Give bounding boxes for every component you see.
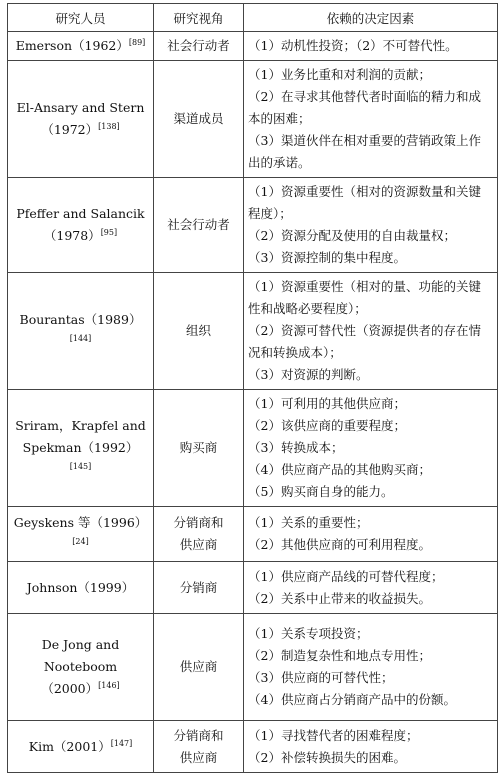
factor-item: （3）供应商的可替代性； bbox=[248, 670, 394, 685]
researcher-line: Johnson（1999） bbox=[26, 579, 135, 595]
perspective-line: 分销商和 bbox=[173, 727, 224, 743]
perspective-cell bbox=[154, 721, 244, 773]
researcher-line: El-Ansary and Stern bbox=[16, 100, 145, 115]
researcher-text bbox=[12, 736, 149, 758]
researcher-cell bbox=[8, 614, 154, 721]
factor-item: （2）关系中止带来的收益损失。 bbox=[248, 590, 431, 606]
header-perspective: 研究视角 bbox=[154, 4, 244, 32]
factor-item: （2）该供应商的重要程度； bbox=[248, 418, 406, 433]
perspective-line: 供应商 bbox=[179, 659, 218, 674]
table-row bbox=[8, 721, 498, 773]
researcher-line: （1978） bbox=[43, 228, 101, 243]
citation-ref: [138] bbox=[98, 121, 120, 131]
factor-item: （1）可利用的其他供应商； bbox=[248, 396, 406, 411]
researcher-line: （2000） bbox=[41, 681, 99, 696]
researcher-text bbox=[12, 634, 149, 678]
researcher-line: Emerson（1962） bbox=[15, 38, 129, 53]
table-row bbox=[8, 507, 498, 562]
table-row bbox=[8, 61, 498, 178]
factor-item: （3）对资源的判断。 bbox=[248, 367, 369, 382]
factor-item: （3）转换成本； bbox=[248, 440, 344, 455]
citation-ref: [95] bbox=[100, 227, 118, 237]
factor-item: （2）资源分配及使用的自由裁量权； bbox=[248, 228, 456, 243]
factor-item: （1）动机性投资；（2）不可替代性。 bbox=[248, 38, 458, 53]
table-row bbox=[8, 273, 498, 390]
perspective-line: 组织 bbox=[185, 323, 211, 338]
factors-cell bbox=[244, 390, 498, 507]
factors-cell bbox=[244, 178, 498, 273]
factor-item: （1）关系专项投资； bbox=[248, 626, 369, 641]
factors-cell bbox=[244, 721, 498, 773]
researcher-text bbox=[12, 225, 149, 247]
researcher-line: Spekman（1992） bbox=[22, 440, 139, 455]
factor-item: （5）购买商自身的能力。 bbox=[248, 484, 394, 499]
table-row bbox=[8, 32, 498, 61]
factor-item: （1）资源重要性（相对的量、功能的关键性和战略必要程度）； bbox=[248, 279, 481, 316]
researcher-text bbox=[12, 309, 149, 353]
researcher-text bbox=[12, 119, 149, 141]
perspective-cell bbox=[154, 562, 244, 614]
table-row bbox=[8, 178, 498, 273]
citation-ref: [89] bbox=[128, 37, 146, 47]
researcher-cell bbox=[8, 721, 154, 773]
citation-ref: [144] bbox=[69, 333, 92, 343]
perspective-cell bbox=[154, 61, 244, 178]
header-researcher: 研究人员 bbox=[8, 4, 154, 32]
factors-cell bbox=[244, 614, 498, 721]
factors-cell bbox=[244, 507, 498, 562]
perspective-line: 渠道成员 bbox=[173, 111, 224, 126]
table-row bbox=[8, 390, 498, 507]
researcher-line: Geyskens 等（1996） bbox=[13, 515, 148, 530]
researcher-cell bbox=[8, 178, 154, 273]
citation-ref: [146] bbox=[98, 680, 120, 690]
perspective-cell bbox=[154, 273, 244, 390]
factor-item: （1）资源重要性（相对的资源数量和关键程度）； bbox=[248, 184, 481, 221]
perspective-line: 社会行动者 bbox=[167, 38, 230, 53]
researcher-line: Sriram，Krapfel and bbox=[15, 418, 146, 433]
researcher-line: Bourantas（1989） bbox=[19, 312, 142, 327]
researcher-cell bbox=[8, 390, 154, 507]
perspective-cell bbox=[154, 390, 244, 507]
factor-item: （1）关系的重要性； bbox=[248, 515, 369, 530]
factor-item: （1）业务比重和对利润的贡献； bbox=[248, 67, 431, 82]
researcher-cell bbox=[8, 61, 154, 178]
factor-item: （2）制造复杂性和地点专用性； bbox=[248, 648, 431, 663]
researcher-cell bbox=[8, 562, 154, 614]
citation-ref: [147] bbox=[110, 738, 133, 748]
perspective-cell bbox=[154, 507, 244, 562]
researcher-text bbox=[12, 415, 149, 437]
researcher-cell bbox=[8, 507, 154, 562]
citation-ref: [24] bbox=[72, 536, 89, 546]
table-body bbox=[8, 32, 498, 773]
researcher-cell bbox=[8, 273, 154, 390]
perspective-line: 供应商 bbox=[179, 749, 218, 765]
header-factors: 依赖的决定因素 bbox=[244, 4, 498, 32]
header-row bbox=[8, 4, 498, 32]
factor-item: （2）在寻求其他替代者时面临的精力和成本的困难； bbox=[248, 89, 481, 126]
research-table bbox=[7, 3, 498, 773]
factor-item: （4）供应商产品的其他购买商； bbox=[248, 462, 431, 477]
researcher-text bbox=[12, 577, 149, 599]
perspective-cell bbox=[154, 614, 244, 721]
factor-item: （3）资源控制的集中程度。 bbox=[248, 250, 406, 265]
perspective-line: 分销商和 bbox=[173, 515, 224, 530]
factor-item: （2）其他供应商的可利用程度。 bbox=[248, 537, 431, 552]
researcher-line: Pfeffer and Salancik bbox=[16, 206, 145, 221]
researcher-text bbox=[12, 678, 149, 700]
factor-item: （2）补偿转换损失的困难。 bbox=[248, 749, 406, 765]
researcher-cell bbox=[8, 32, 154, 61]
citation-ref: [145] bbox=[69, 461, 92, 471]
perspective-line: 分销商 bbox=[179, 579, 218, 595]
researcher-text bbox=[12, 97, 149, 119]
perspective-cell bbox=[154, 32, 244, 61]
table-row bbox=[8, 562, 498, 614]
factor-item: （1）供应商产品线的可替代程度； bbox=[248, 568, 444, 584]
researcher-text bbox=[12, 437, 149, 481]
perspective-cell bbox=[154, 178, 244, 273]
researcher-line: （1972） bbox=[41, 122, 99, 137]
factor-item: （1）寻找替代者的困难程度； bbox=[248, 727, 419, 743]
factor-item: （2）资源可替代性（资源提供者的存在情况和转换成本）； bbox=[248, 323, 481, 360]
factors-cell bbox=[244, 32, 498, 61]
researcher-text bbox=[12, 203, 149, 225]
perspective-line: 社会行动者 bbox=[167, 217, 230, 232]
perspective-line: 购买商 bbox=[179, 440, 218, 455]
factor-item: （3）渠道伙伴在相对重要的营销政策上作出的承诺。 bbox=[248, 133, 481, 170]
perspective-line: 供应商 bbox=[179, 537, 218, 552]
researcher-text bbox=[12, 35, 149, 57]
factors-cell bbox=[244, 61, 498, 178]
researcher-line: De Jong and Nooteboom bbox=[41, 637, 120, 674]
table-row bbox=[8, 614, 498, 721]
factor-item: （4）供应商占分销商产品中的份额。 bbox=[248, 692, 456, 707]
factors-cell bbox=[244, 273, 498, 390]
factors-cell bbox=[244, 562, 498, 614]
researcher-line: Kim（2001） bbox=[28, 738, 111, 754]
researcher-text bbox=[12, 512, 149, 556]
